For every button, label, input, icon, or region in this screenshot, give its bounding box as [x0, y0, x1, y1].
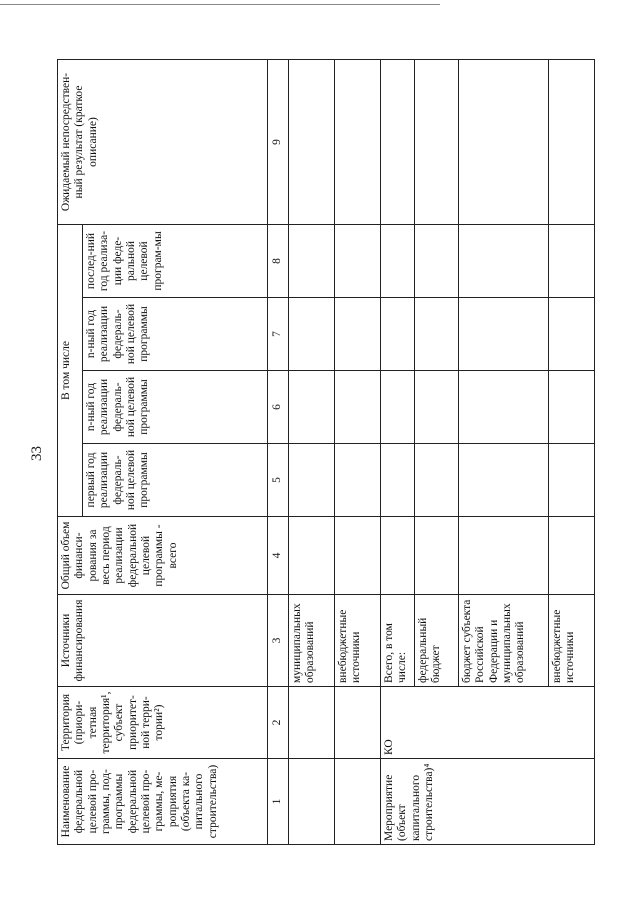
empty-cell	[335, 225, 381, 298]
column-number: 8	[268, 225, 289, 298]
header-col9: Ожидаемый непосредствен-ный результат (краткое описание)	[58, 60, 268, 225]
empty-cell	[381, 60, 415, 225]
row-territory-cell: КО	[381, 687, 595, 759]
rotated-table-container	[57, 60, 609, 845]
empty-cell	[549, 298, 595, 371]
row-source-cell: внебюджетные источники	[549, 595, 595, 687]
column-number: 1	[268, 759, 289, 845]
empty-cell	[459, 517, 549, 595]
column-number: 3	[268, 595, 289, 687]
empty-cell	[415, 517, 459, 595]
header-row-1	[58, 60, 83, 845]
empty-cell	[289, 371, 335, 444]
empty-cell	[289, 60, 335, 225]
top-rule	[0, 4, 440, 5]
row-territory-cell	[335, 687, 381, 759]
empty-cell	[549, 225, 595, 298]
row-name-cell: Мероприятие (объект капитального строительства)⁴	[381, 759, 595, 845]
header-col5: первый год реализации федераль-ной целевой программы	[83, 444, 268, 517]
header-col8: послед-ний год реализа-ции феде-ральной целевой програм-мы	[83, 225, 268, 298]
empty-cell	[335, 60, 381, 225]
table-row	[289, 60, 335, 845]
empty-cell	[459, 60, 549, 225]
empty-cell	[381, 517, 415, 595]
row-source-cell: Всего, в том числе:	[381, 595, 415, 687]
row-source-cell: внебюджетные источники	[335, 595, 381, 687]
empty-cell	[549, 444, 595, 517]
column-number-row	[268, 60, 289, 845]
page-number: 33	[29, 446, 45, 461]
column-number: 7	[268, 298, 289, 371]
empty-cell	[335, 444, 381, 517]
table-row	[335, 60, 381, 845]
empty-cell	[415, 371, 459, 444]
empty-cell	[415, 444, 459, 517]
row-source-cell: муниципальных образований	[289, 595, 335, 687]
empty-cell	[335, 371, 381, 444]
empty-cell	[459, 444, 549, 517]
empty-cell	[289, 517, 335, 595]
empty-cell	[381, 298, 415, 371]
row-name-cell	[335, 759, 381, 845]
financing-table	[57, 59, 595, 845]
empty-cell	[289, 298, 335, 371]
empty-cell	[335, 517, 381, 595]
empty-cell	[415, 225, 459, 298]
row-name-cell	[289, 759, 335, 845]
empty-cell	[415, 60, 459, 225]
empty-cell	[381, 444, 415, 517]
empty-cell	[459, 225, 549, 298]
header-col2: Территория (приори-тетная территория¹, субъект приоритет-ной терри-тории²)	[58, 687, 268, 759]
header-col1: Наименование федеральной целевой про-граммы, под-программы федеральной целевой про-граммы, ме-роприятия (объекта ка-питального строительства)	[58, 759, 268, 845]
empty-cell	[549, 60, 595, 225]
empty-cell	[289, 225, 335, 298]
empty-cell	[335, 298, 381, 371]
row-territory-cell	[289, 687, 335, 759]
row-source-cell: бюджет субъекта Российской Федерации и муниципальных образований	[459, 595, 549, 687]
header-col6: n-ный год реализации федераль-ной целевой программы	[83, 371, 268, 444]
empty-cell	[381, 371, 415, 444]
column-number: 5	[268, 444, 289, 517]
header-col4: Общий объем финанси-рования за весь период реализации федеральной целевой программы - всего	[58, 517, 268, 595]
column-number: 6	[268, 371, 289, 444]
empty-cell	[381, 225, 415, 298]
table-row	[381, 60, 415, 845]
header-col7: n-ный год реализации федераль-ной целевой программы	[83, 298, 268, 371]
row-source-cell: федеральный бюджет	[415, 595, 459, 687]
column-number: 2	[268, 687, 289, 759]
column-number: 9	[268, 60, 289, 225]
empty-cell	[459, 298, 549, 371]
empty-cell	[549, 517, 595, 595]
empty-cell	[549, 371, 595, 444]
empty-cell	[289, 444, 335, 517]
empty-cell	[415, 298, 459, 371]
header-col3: Источники финансирования	[58, 595, 268, 687]
empty-cell	[459, 371, 549, 444]
column-number: 4	[268, 517, 289, 595]
header-group: В том числе	[58, 225, 83, 517]
